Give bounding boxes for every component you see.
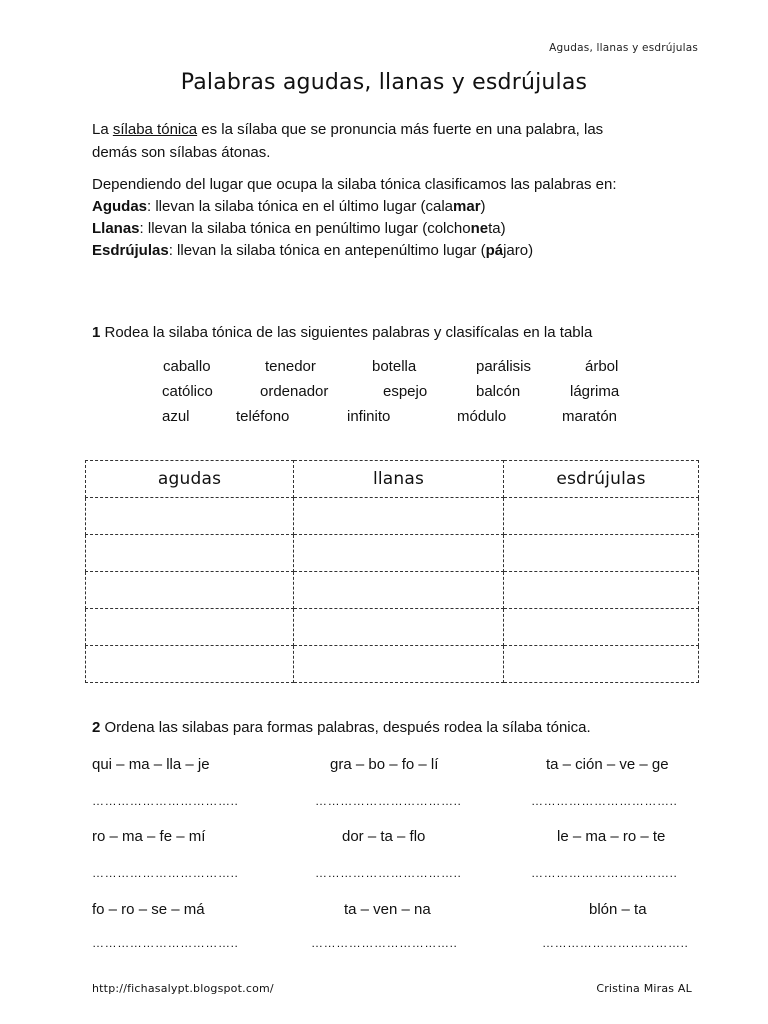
classification-definitions — [92, 175, 712, 261]
exercise-2-grid — [0, 756, 768, 956]
answer-blank[interactable]: …………………………….. — [542, 936, 689, 950]
syllable-group: ta – ción – ve – ge — [546, 756, 669, 773]
answer-cell[interactable] — [504, 498, 699, 535]
word: balcón — [476, 383, 521, 400]
footer-url[interactable]: http://fichasalypt.blogspot.com/ — [92, 982, 274, 995]
column-header-agudas: agudas — [86, 461, 294, 498]
answer-cell[interactable] — [294, 498, 504, 535]
word: caballo — [163, 358, 211, 375]
word: católico — [162, 383, 213, 400]
answer-cell[interactable] — [86, 535, 294, 572]
intro-text: demás son sílabas átonas. — [92, 144, 271, 161]
classification-table — [85, 460, 699, 683]
answer-blank[interactable]: …………………………….. — [311, 936, 458, 950]
word: espejo — [383, 383, 428, 400]
answer-blank[interactable]: …………………………….. — [315, 794, 462, 808]
exercise-1-word-list — [0, 358, 768, 428]
table-row — [86, 609, 699, 646]
footer-author: Cristina Miras AL — [596, 982, 692, 995]
intro-paragraph — [92, 120, 692, 163]
word: parálisis — [476, 358, 532, 375]
answer-blank[interactable]: …………………………….. — [531, 866, 678, 880]
answer-cell[interactable] — [294, 535, 504, 572]
syllable-group: gra – bo – fo – lí — [330, 756, 439, 773]
exercise-1-instruction: 1 Rodea la silaba tónica de las siguientes palabras y clasifícalas en la tabla — [92, 324, 593, 341]
syllable-group: blón – ta — [589, 901, 647, 918]
column-header-llanas: llanas — [294, 461, 504, 498]
word: azul — [162, 408, 190, 425]
answer-cell[interactable] — [504, 609, 699, 646]
answer-blank[interactable]: …………………………….. — [92, 936, 239, 950]
word: lágrima — [570, 383, 620, 400]
table-header-row — [86, 461, 699, 498]
definition-agudas: Agudas: llevan la silaba tónica en el último lugar (calamar) — [92, 198, 486, 215]
syllable-group: le – ma – ro – te — [557, 828, 666, 845]
answer-cell[interactable] — [86, 498, 294, 535]
column-header-esdrujulas: esdrújulas — [504, 461, 699, 498]
word: maratón — [562, 408, 618, 425]
answer-cell[interactable] — [504, 535, 699, 572]
word: teléfono — [236, 408, 290, 425]
answer-cell[interactable] — [504, 646, 699, 683]
answer-blank[interactable]: …………………………….. — [531, 794, 678, 808]
page-header: Agudas, llanas y esdrújulas — [549, 42, 698, 54]
answer-cell[interactable] — [504, 572, 699, 609]
syllable-group: qui – ma – lla – je — [92, 756, 210, 773]
word: infinito — [347, 408, 391, 425]
answer-blank[interactable]: …………………………….. — [92, 794, 239, 808]
word: tenedor — [265, 358, 316, 375]
syllable-group: fo – ro – se – má — [92, 901, 205, 918]
word: árbol — [585, 358, 619, 375]
answer-cell[interactable] — [86, 609, 294, 646]
term-silaba-tonica: sílaba tónica — [112, 121, 198, 138]
word: ordenador — [260, 383, 329, 400]
page-title: Palabras agudas, llanas y esdrújulas — [180, 70, 588, 95]
intro-text: La — [92, 121, 113, 138]
answer-cell[interactable] — [294, 609, 504, 646]
answer-cell[interactable] — [86, 646, 294, 683]
syllable-group: ro – ma – fe – mí — [92, 828, 206, 845]
word: botella — [372, 358, 417, 375]
answer-cell[interactable] — [294, 646, 504, 683]
answer-cell[interactable] — [294, 572, 504, 609]
intro-text: es la sílaba que se pronuncia más fuerte en una palabra, las — [197, 121, 604, 138]
exercise-2-instruction: 2 Ordena las silabas para formas palabras, después rodea la sílaba tónica. — [92, 719, 591, 736]
answer-blank[interactable]: …………………………….. — [92, 866, 239, 880]
definition-llanas: Llanas: llevan la silaba tónica en penúltimo lugar (colchoneta) — [92, 220, 506, 237]
syllable-group: ta – ven – na — [344, 901, 431, 918]
table-row — [86, 535, 699, 572]
word: módulo — [457, 408, 507, 425]
table-row — [86, 572, 699, 609]
syllable-group: dor – ta – flo — [342, 828, 426, 845]
table-row — [86, 498, 699, 535]
table-row — [86, 646, 699, 683]
answer-blank[interactable]: …………………………….. — [315, 866, 462, 880]
classification-intro: Dependiendo del lugar que ocupa la silaba tónica clasificamos las palabras en: — [92, 176, 617, 193]
definition-esdrujulas: Esdrújulas: llevan la silaba tónica en antepenúltimo lugar (pájaro) — [92, 242, 534, 259]
answer-cell[interactable] — [86, 572, 294, 609]
